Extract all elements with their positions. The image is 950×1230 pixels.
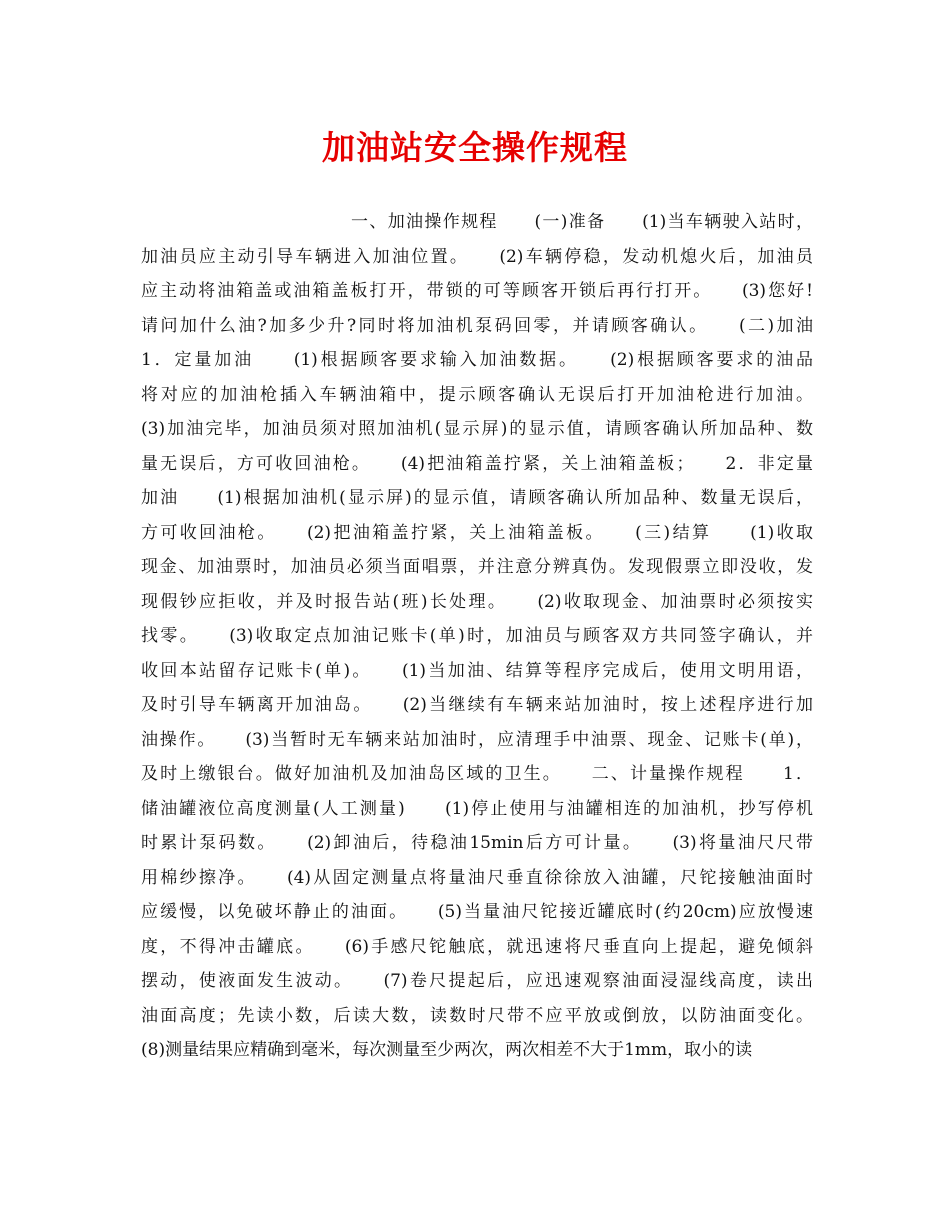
body-line: 用棉纱擦净。 (4)从固定测量点将量油尺垂直徐徐放入油罐，尺铊接触油面时	[141, 867, 813, 888]
body-line: 现金、加油票时，加油员必须当面唱票，并注意分辨真伪。发现假票立即没收，发	[141, 557, 813, 577]
body-line: 请问加什么油?加多少升?同时将加油机泵码回零，并请顾客确认。 (二)加油	[141, 315, 813, 336]
body-line: (8)测量结果应精确到毫米，每次测量至少两次，两次相差不大于1mm，取小的读	[141, 1040, 753, 1060]
body-line: 度，不得冲击罐底。 (6)手感尺铊触底，就迅速将尺垂直向上提起，避免倾斜	[141, 936, 813, 957]
body-line: 油面高度；先读小数，后读大数，读数时尺带不应平放或倒放，以防油面变化。	[141, 1005, 813, 1026]
body-line: 找零。 (3)收取定点加油记账卡(单)时，加油员与顾客双方共同签字确认，并	[141, 626, 813, 646]
body-line: 1．定量加油 (1)根据顾客要求输入加油数据。 (2)根据顾客要求的油品	[141, 350, 813, 370]
body-line: 加油员应主动引导车辆进入加油位置。 (2)车辆停稳，发动机熄火后，加油员	[141, 246, 813, 267]
body-line: 应缓慢，以免破坏静止的油面。 (5)当量油尺铊接近罐底时(约20cm)应放慢速	[141, 902, 813, 922]
body-line: 时累计泵码数。 (2)卸油后，待稳油15min后方可计量。 (3)将量油尺尺带	[141, 833, 813, 853]
body-line: 摆动，使液面发生波动。 (7)卷尺提起后，应迅速观察油面浸湿线高度，读出	[141, 971, 813, 991]
body-line: 储油罐液位高度测量(人工测量) (1)停止使用与油罐相连的加油机，抄写停机	[141, 798, 813, 819]
body-line: 现假钞应拒收，并及时报告站(班)长处理。 (2)收取现金、加油票时必须按实	[141, 591, 813, 612]
body-line: 及时引导车辆离开加油岛。 (2)当继续有车辆来站加油时，按上述程序进行加	[141, 695, 813, 715]
body-line: 油操作。 (3)当暂时无车辆来站加油时，应清理手中油票、现金、记账卡(单)，	[141, 729, 813, 750]
document-title: 加油站安全操作规程	[322, 128, 628, 167]
body-line: 将对应的加油枪插入车辆油箱中，提示顾客确认无误后打开加油枪进行加油。	[141, 384, 813, 405]
body-line: 一、加油操作规程 (一)准备 (1)当车辆驶入站时，	[351, 212, 813, 232]
body-line: 应主动将油箱盖或油箱盖板打开，带锁的可等顾客开锁后再行打开。 (3)您好!	[141, 281, 813, 301]
body-line: 加油 (1)根据加油机(显示屏)的显示值，请顾客确认所加品种、数量无误后，	[141, 488, 813, 508]
body-line: 及时上缴银台。做好加油机及加油岛区域的卫生。 二、计量操作规程 1．	[141, 764, 813, 784]
body-line: 量无误后，方可收回油枪。 (4)把油箱盖拧紧，关上油箱盖板； 2．非定量	[141, 453, 813, 474]
body-line: 方可收回油枪。 (2)把油箱盖拧紧，关上油箱盖板。 (三)结算 (1)收取	[141, 522, 813, 543]
body-line: (3)加油完毕，加油员须对照加油机(显示屏)的显示值，请顾客确认所加品种、数	[141, 419, 813, 439]
body-line: 收回本站留存记账卡(单)。 (1)当加油、结算等程序完成后，使用文明用语，	[141, 660, 813, 681]
document-body	[141, 205, 813, 1068]
